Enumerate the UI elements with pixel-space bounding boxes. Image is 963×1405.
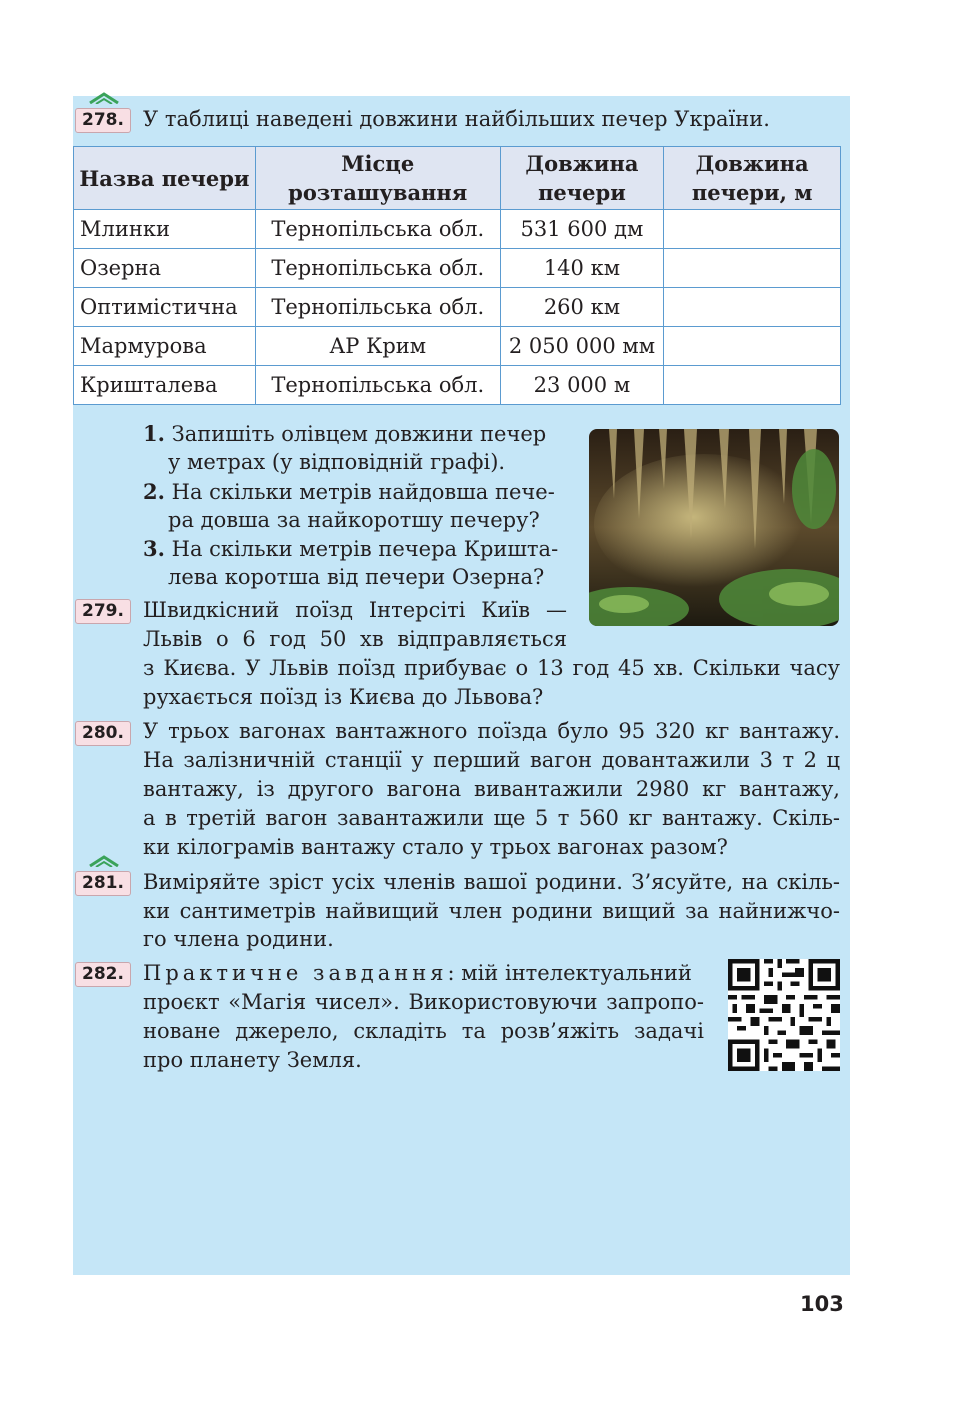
exercise-number-279: 279.: [75, 599, 131, 624]
cave-name: Оптимістична: [74, 288, 256, 327]
task-1-line-1: 1. Запишіть олівцем довжини печер: [143, 421, 547, 446]
task-1-line-2: у метрах (у відповідній графі).: [168, 450, 506, 474]
exercise-280-line-1: У трьох вагонах вантажного поїзда було 95 320 кг вантажу.: [143, 719, 840, 743]
table-row: [74, 366, 841, 405]
cave-length-meters: [664, 288, 841, 327]
table-row: [74, 210, 841, 249]
cave-location: Тернопільська обл.: [255, 366, 500, 405]
practical-task-label: Практичне завдання: [143, 961, 448, 985]
exercise-number-280: 280.: [75, 721, 131, 746]
cave-length: 2 050 000 мм: [500, 327, 664, 366]
table-row: [74, 327, 841, 366]
caves-table: [73, 146, 841, 405]
cave-location: Тернопільська обл.: [255, 249, 500, 288]
cave-length: 260 км: [500, 288, 664, 327]
cave-location: Тернопільська обл.: [255, 210, 500, 249]
cave-length-meters: [664, 249, 841, 288]
column-header: Місце розташування: [255, 147, 500, 210]
cave-location: Тернопільська обл.: [255, 288, 500, 327]
table-row: [74, 288, 841, 327]
cave-length: 531 600 дм: [500, 210, 664, 249]
home-task-icon: [87, 855, 121, 869]
exercise-282-line-4: про планету Земля.: [143, 1048, 362, 1072]
exercise-280-line-5: ки кілограмів вантажу стало у трьох вагонах разом?: [143, 835, 728, 859]
exercise-282-line-1: Практичне завдання: мій інтелектуальний: [143, 961, 692, 985]
task-3-line-1: 3. На скільки метрів печера Кришта-: [143, 536, 559, 561]
cave-name: Кришталева: [74, 366, 256, 405]
cave-length: 23 000 м: [500, 366, 664, 405]
exercise-280-line-4: а в третій вагон завантажили ще 5 т 560 кг вантажу. Скіль-: [143, 806, 840, 830]
cave-name: Млинки: [74, 210, 256, 249]
task-3-line-2: лева коротша від печери Озерна?: [168, 565, 545, 589]
exercise-281-line-3: го члена родини.: [143, 927, 334, 951]
cave-photo: [589, 429, 839, 626]
cave-length-meters: [664, 327, 841, 366]
exercise-number-281: 281.: [75, 871, 131, 896]
cave-length-meters: [664, 210, 841, 249]
table-row: [74, 249, 841, 288]
exercise-281-line-1: Виміряйте зріст усіх членів вашої родини. З’ясуйте, на скіль-: [143, 870, 840, 894]
column-header: Довжина печери: [500, 147, 664, 210]
exercise-number-278: 278.: [75, 108, 131, 133]
table-header-row: [74, 147, 841, 210]
exercise-279-line-4: рухається поїзд із Києва до Львова?: [143, 685, 544, 709]
cave-name: Озерна: [74, 249, 256, 288]
exercise-280-line-2: На залізничній станції у перший вагон довантажили 3 т 2 ц: [143, 748, 840, 772]
column-header: Довжина печери, м: [664, 147, 841, 210]
exercise-282-line-3: новане джерело, складіть та розв’яжіть задачі: [143, 1019, 704, 1043]
cave-location: АР Крим: [255, 327, 500, 366]
exercise-281-line-2: ки сантиметрів найвищий член родини вищий за найнижчо-: [143, 899, 840, 923]
task-2-line-1: 2. На скільки метрів найдовша пече-: [143, 479, 555, 504]
exercise-279-line-3: з Києва. У Львів поїзд прибуває о 13 год 45 хв. Скільки часу: [143, 656, 840, 680]
column-header: Назва печери: [74, 147, 256, 210]
cave-length: 140 км: [500, 249, 664, 288]
home-task-icon: [87, 92, 121, 106]
exercise-282-line-2: проєкт «Магія чисел». Використовуючи запропо-: [143, 990, 704, 1014]
exercise-278-intro: У таблиці наведені довжини найбільших печер України.: [143, 107, 770, 131]
page-number: 103: [800, 1292, 844, 1316]
exercise-number-282: 282.: [75, 962, 131, 987]
task-2-line-2: ра довша за найкоротшу печеру?: [168, 508, 540, 532]
exercise-279-line-1: Швидкісний поїзд Інтерсіті Київ —: [143, 598, 567, 622]
qr-code-icon[interactable]: [728, 959, 840, 1071]
cave-name: Мармурова: [74, 327, 256, 366]
cave-length-meters: [664, 366, 841, 405]
exercise-279-line-2: Львів о 6 год 50 хв відправляється: [143, 627, 567, 651]
exercise-280-line-3: вантажу, із другого вагона вивантажили 2980 кг вантажу,: [143, 777, 840, 801]
